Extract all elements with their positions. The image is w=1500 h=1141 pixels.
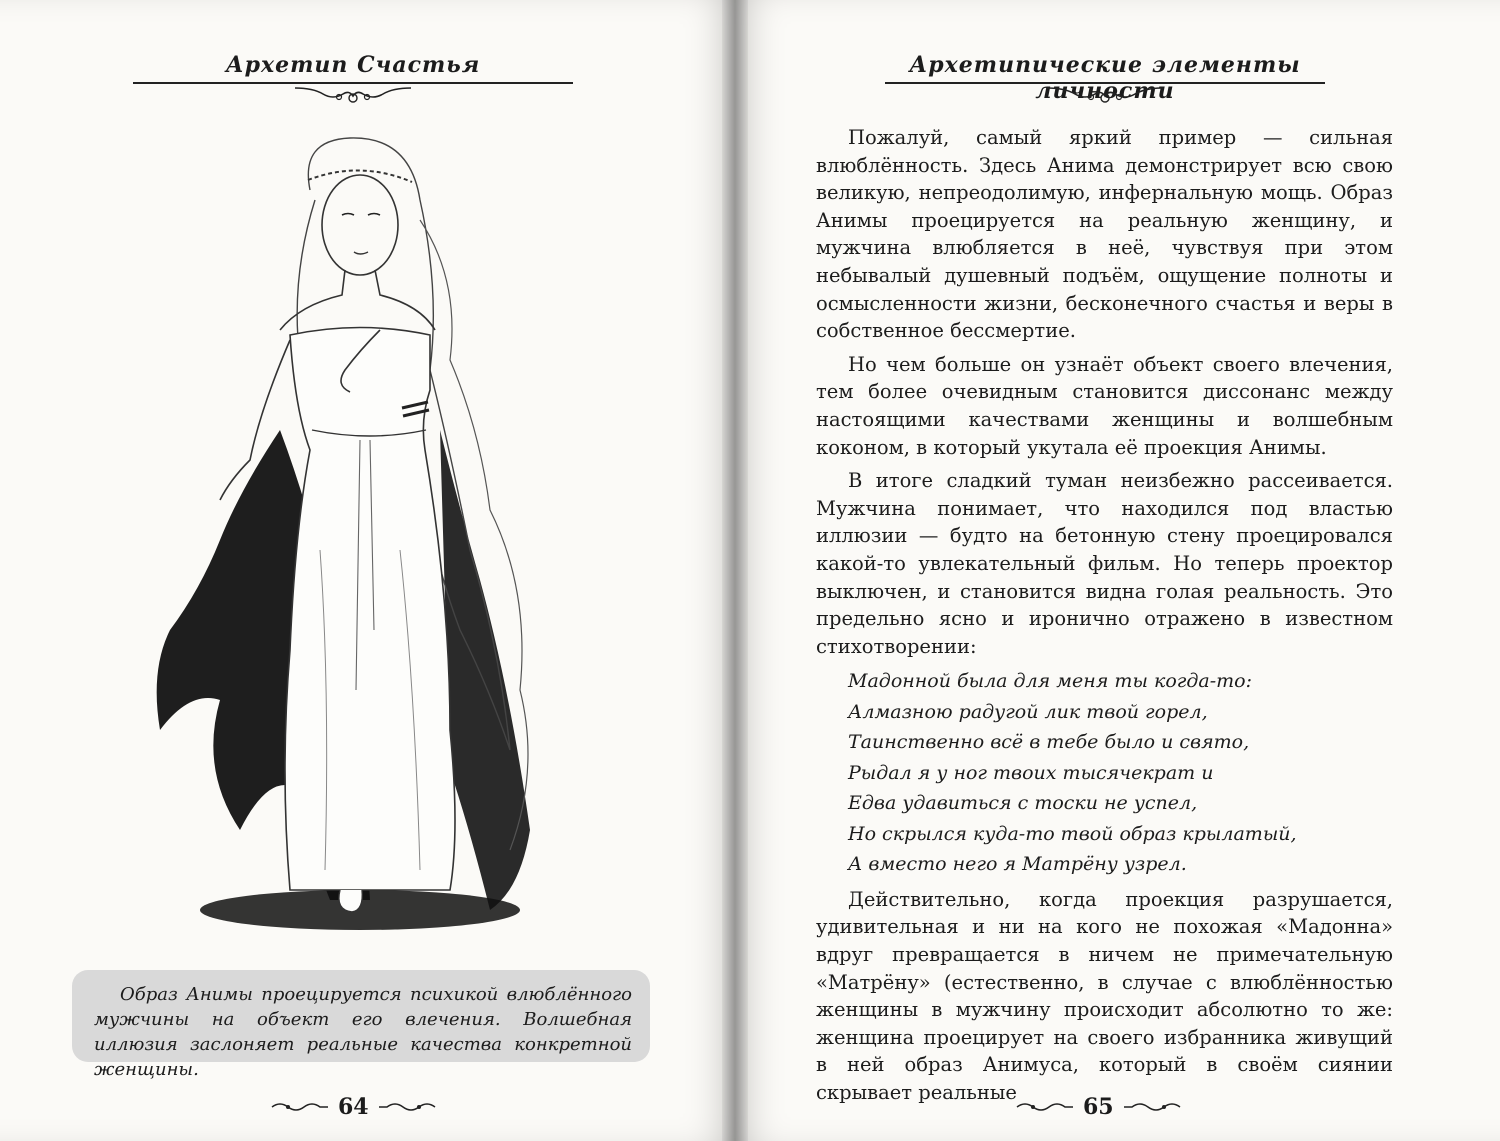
poem-line-6: Но скрылся куда-то твой образ крылатый,: [848, 822, 1297, 845]
right-folio: [1015, 1092, 1182, 1122]
poem-line-1: Мадонной была для меня ты когда-то:: [848, 670, 1253, 693]
paragraph-2: Но чем больше он узнаёт объект своего влечения, тем более очевидным становится диссонанс между настоящими качествами женщины и волшебным коконом, в который укутала её проекция Анимы.: [816, 352, 1393, 459]
left-header-ornament-icon: [293, 84, 413, 106]
poem-line-5: Едва удавиться с тоски не успел,: [848, 792, 1198, 815]
poem-line-3: Таинственно всё в тебе было и свято,: [848, 731, 1250, 754]
poem-line-2: Алмазною радугой лик твой горел,: [848, 700, 1208, 723]
paragraph-1: Пожалуй, самый яркий пример — сильная влюблённость. Здесь Анима демонстрирует всю свою великую, непреодолимую, инфернальную мощь. Образ Анимы проецируется на реальную женщину, и мужчина влюбляется в неё, чувствуя при этом небывалый душевный подъём, ощущение полноты и осмысленности жизни, бесконечного счастья и веры в собственное бессмертие.: [816, 126, 1393, 343]
anima-woman-illustration: [130, 130, 590, 960]
right-body-text: [816, 124, 1393, 1113]
right-header-ornament-icon: [1045, 84, 1165, 106]
page-number-right: 65: [1083, 1094, 1114, 1120]
book-gutter: [722, 0, 748, 1141]
left-folio: [270, 1092, 437, 1122]
illustration-caption-box: [72, 970, 650, 1080]
illustration-caption: Образ Анимы проецируется психикой влюблённого мужчины на объект его влечения. Волшебная иллюзия заслоняет реальные качества конкретной женщины.: [94, 984, 632, 1080]
folio-ornament-left-icon: [270, 1099, 330, 1115]
poem: [848, 666, 1393, 880]
right-page: [735, 0, 1500, 1141]
left-page: [0, 0, 735, 1141]
left-running-head: Архетип Счастья: [225, 52, 481, 78]
right-running-head: Архетипические элементы личности: [909, 52, 1301, 104]
poem-line-7: А вместо него я Матрёну узрел.: [848, 853, 1187, 876]
poem-line-4: Рыдал я у ног твоих тысячекрат и: [848, 761, 1214, 784]
folio-ornament-left-icon: [1015, 1099, 1075, 1115]
page-number-left: 64: [338, 1094, 369, 1120]
paragraph-3: В итоге сладкий туман неизбежно рассеивается. Мужчина понимает, что находился под властью иллюзии — будто на бетонную стену проецировался какой-то увлекательный фильм. Но теперь проектор выключен, и становится видна голая реальность. Это предельно ясно и иронично отражено в известном стихотворении:: [816, 469, 1393, 658]
paragraph-4: Действительно, когда проекция разрушается, удивительная и ни на кого не похожая «Мадонна» вдруг превращается в ничем не примечательную «Матрёну» (естественно, в случае с влюблённостью женщины в мужчину происходит абсолютно то же: женщина проецирует на своего избранника живущий в ней образ Анимуса, который в своём сиянии скрывает реальные: [816, 887, 1393, 1104]
folio-ornament-right-icon: [1122, 1099, 1182, 1115]
folio-ornament-right-icon: [377, 1099, 437, 1115]
